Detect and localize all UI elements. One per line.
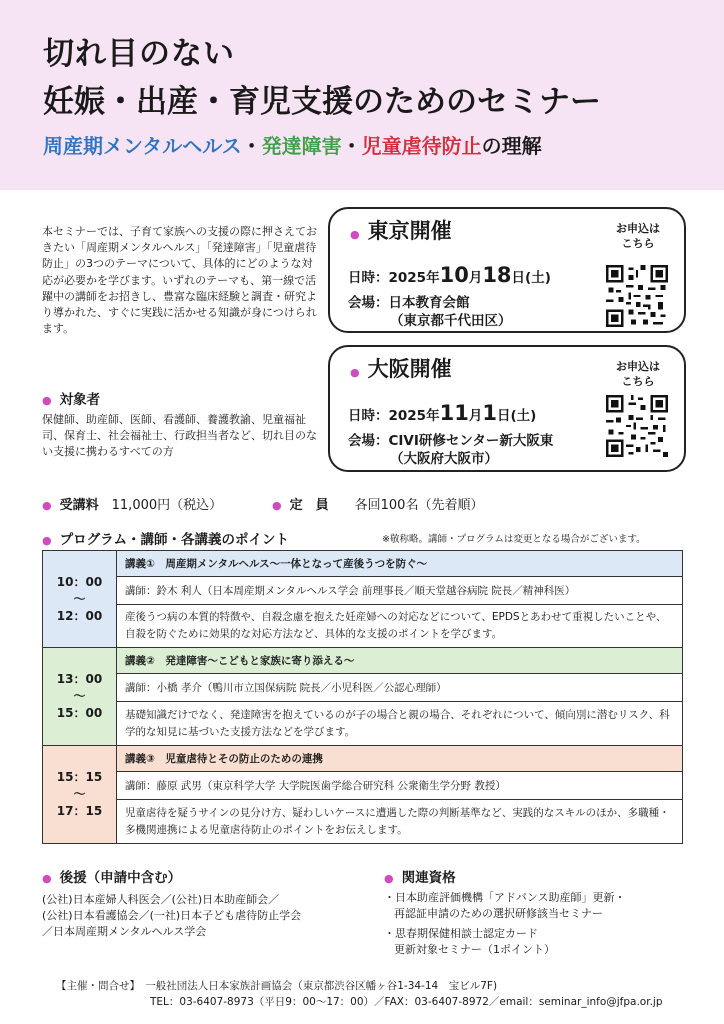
subtitle-separator: ・ [241, 134, 262, 158]
lecture-desc: 児童虐待を疑うサインの見分け方、疑わしいケースに遭遇した際の判断基準など、実践的なスキルのほか、多職種・多機関連携による児童虐待防止のポイントをお伝えします。 [117, 800, 683, 844]
table-row [43, 577, 683, 605]
qr-code-icon[interactable] [606, 395, 668, 457]
program-heading: ● プログラム・講師・各講義のポイント [42, 532, 289, 548]
lecture-title: 講義③ 児童虐待とその防止のための連携 [117, 746, 683, 772]
intro-text: 本セミナーでは、子育て家族への支援の際に押さえておきたい「周産期メンタルヘルス」「発達障害」「児童虐待防止」の3つのテーマについて、具体的にどのような対応が必要かを学びます。いずれのテーマも、第一線で活躍中の講師をお招きし、豊富な臨床経験と調査・研究より導かれた、すぐに実践に活かせる知識が身につけられます。 [42, 225, 317, 336]
lecturer: 講師：鈴木 利人（日本周産期メンタルヘルス学会 前理事長／順天堂越谷病院 院長／精神科医） [117, 577, 683, 605]
bullet-icon: ● [42, 499, 52, 512]
bullet-icon: ● [42, 872, 52, 885]
table-row [43, 605, 683, 648]
header-banner [0, 0, 724, 190]
program-table [42, 550, 683, 844]
target-heading: ● 対象者 [42, 392, 101, 408]
qualifications-list: ・日本助産評価機構「アドバンス助産師」更新・ 再認証申請のための選択研修該当セミナー ・思春期保健相談士認定カード 更新対象セミナー（1ポイント） [384, 891, 626, 956]
venue-card-tokyo [328, 207, 686, 333]
support-heading: ● 後援（申請中含む） [42, 870, 182, 886]
apply-label: お申込は こちら [616, 222, 660, 250]
footer-contact: 【主催・問合せ】 一般社団法人日本家族計画協会（東京都渋谷区幡ヶ谷1-34-14 宝ビル7F) TEL：03-6407-8973（平日9：00〜17：00）／FAX：03-6407-8972／email：seminar_info@jfpa.or.jp [56, 980, 663, 1008]
qualifications-heading: ● 関連資格 [384, 870, 456, 886]
capacity: ● 定 員 各回100名（先着順） [272, 498, 484, 513]
subtitle-perinatal: 周産期メンタルヘルス [43, 134, 242, 158]
support-list: (公社)日本産婦人科医会／(公社)日本助産師会／ (公社)日本看護協会／(一社)日本子ども虐待防止学会 ／日本周産期メンタルヘルス学会 [42, 893, 302, 938]
page-title-line2: 妊娠・出産・育児支援のためのセミナー [43, 84, 601, 120]
fee: ● 受講料 11,000円（税込） [42, 498, 223, 513]
bullet-icon: ● [42, 394, 52, 407]
venue-place-sub: （大阪府大阪市） [390, 451, 498, 467]
bullet-icon: ● [42, 534, 52, 547]
table-row [43, 551, 683, 577]
bullet-icon: ● [350, 366, 360, 379]
venue-place-sub: （東京都千代田区） [390, 313, 512, 329]
lecture-desc: 産後うつ病の本質的特徴や、自殺念慮を抱えた妊産婦への対応などについて、EPDSとあわせて重視したいことや、自殺を防ぐために効果的な対応方法など、具体的な支援のポイントを学びます。 [117, 605, 683, 648]
venue-place: 会場：CIVI研修センター新大阪東 [348, 433, 554, 449]
lecture-title: 講義② 発達障害〜こどもと家族に寄り添える〜 [117, 648, 683, 674]
subtitle-suffix: の理解 [481, 134, 542, 158]
bullet-icon: ● [272, 499, 282, 512]
page-subtitle [43, 130, 542, 159]
subtitle-abuse: 児童虐待防止 [361, 134, 482, 158]
time-cell: 10：00 〜 12：00 [43, 551, 117, 648]
table-row [43, 746, 683, 772]
lecture-title: 講義① 周産期メンタルヘルス〜一体となって産後うつを防ぐ〜 [117, 551, 683, 577]
qr-code-icon[interactable] [606, 265, 668, 327]
time-cell: 15：15 〜 17：15 [43, 746, 117, 844]
bullet-icon: ● [350, 228, 360, 241]
venue-date: 日時：2025年10月18日(土) [348, 263, 551, 287]
page-title-line1: 切れ目のない [43, 36, 235, 72]
venue-date: 日時：2025年11月1日(土) [348, 401, 537, 425]
target-text: 保健師、助産師、医師、看護師、養護教諭、児童福祉司、保育士、社会福祉士、行政担当者など、切れ目のない支援に携わるすべての方 [42, 413, 317, 458]
lecturer: 講師：小橋 孝介（鴨川市立国保病院 院長／小児科医／公認心理師） [117, 674, 683, 702]
table-row [43, 674, 683, 702]
table-row [43, 648, 683, 674]
table-row [43, 772, 683, 800]
table-row [43, 702, 683, 746]
venue-title: ● 大阪開催 [350, 357, 452, 381]
lecture-desc: 基礎知識だけでなく、発達障害を抱えているのが子の場合と親の場合、それぞれについて、傾向別に潜むリスク、科学的な知見に基づいた支援方法などを学びます。 [117, 702, 683, 746]
program-note: ※敬称略。講師・プログラムは変更となる場合がございます。 [382, 534, 646, 545]
venue-place: 会場：日本教育会館 [348, 295, 470, 311]
venue-title: ● 東京開催 [350, 219, 452, 243]
venue-card-osaka [328, 345, 686, 472]
subtitle-separator: ・ [341, 134, 362, 158]
table-row [43, 800, 683, 844]
time-cell: 13：00 〜 15：00 [43, 648, 117, 746]
bullet-icon: ● [384, 872, 394, 885]
lecturer: 講師：藤原 武男（東京科学大学 大学院医歯学総合研究科 公衆衛生学分野 教授） [117, 772, 683, 800]
apply-label: お申込は こちら [616, 360, 660, 388]
subtitle-developmental: 発達障害 [261, 134, 342, 158]
